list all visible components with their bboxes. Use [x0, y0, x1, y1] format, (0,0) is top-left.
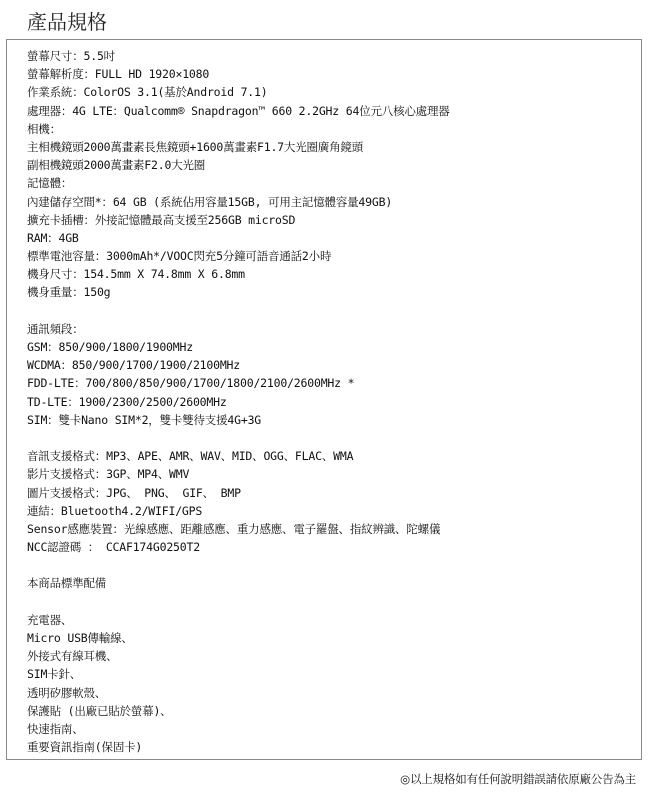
spec-list: [6, 39, 642, 760]
spec-gsm: GSM：850/900/1800/1900MHz: [27, 340, 193, 354]
accessory-charger: 充電器、: [27, 612, 73, 627]
spec-accessories-heading: 本商品標準配備: [27, 576, 107, 591]
spec-ncc-code: NCC認證碼 ： CCAF174G0250T2: [27, 540, 200, 555]
spec-bands-heading: 通訊頻段：: [27, 321, 84, 336]
spec-sensors: Sensor感應裝置：光線感應、距離感應、重力感應、電子羅盤、指紋辨識、陀螺儀: [27, 521, 441, 536]
spec-connectivity: 連結：Bluetooth4.2/WIFI/GPS: [27, 503, 203, 518]
spec-blank-line: [27, 429, 641, 447]
accessory-quick-guide: 快速指南、: [27, 721, 84, 736]
spec-expansion-slot: 擴充卡插槽：外接記憶體最高支援至256GB microSD: [27, 212, 296, 227]
spec-camera-heading: 相機：: [27, 121, 61, 136]
spec-weight: 機身重量：150g: [27, 285, 111, 300]
accessory-screen-protector: 保護貼 (出廠已貼於螢幕)、: [27, 703, 172, 718]
accessory-sim-pin: SIM卡針、: [27, 667, 82, 682]
disclaimer-note: ◎以上規格如有任何說明錯誤請依原廠公告為主: [400, 772, 636, 786]
page-title: 產品規格: [27, 10, 107, 34]
accessory-case: 透明矽膠軟殼、: [27, 685, 107, 700]
spec-dimensions: 機身尺寸：154.5mm X 74.8mm X 6.8mm: [27, 267, 245, 282]
accessory-warranty-card: 重要資訊指南(保固卡): [27, 740, 143, 755]
spec-battery: 標準電池容量：3000mAh*/VOOC閃充5分鐘可語音通話2小時: [27, 249, 332, 264]
spec-fdd-lte: FDD-LTE：700/800/850/900/1700/1800/2100/2600MHz *: [27, 376, 355, 391]
spec-td-lte: TD-LTE：1900/2300/2500/2600MHz: [27, 394, 227, 409]
spec-audio-formats: 音訊支援格式：MP3、APE、AMR、WAV、MID、OGG、FLAC、WMA: [27, 449, 354, 464]
spec-sim: SIM：雙卡Nano SIM*2，雙卡雙待支援4G+3G: [27, 412, 262, 427]
spec-blank-line: [27, 302, 641, 320]
spec-resolution: 螢幕解析度：FULL HD 1920×1080: [27, 67, 210, 82]
spec-blank-line: [27, 556, 641, 574]
spec-main-camera: 主相機鏡頭2000萬畫素長焦鏡頭+1600萬畫素F1.7大光圈廣角鏡頭: [27, 139, 364, 154]
spec-processor: 處理器：4G LTE：Qualcomm® Snapdragon™ 660 2.2GHz 64位元八核心處理器: [27, 103, 450, 118]
spec-blank-line: [27, 593, 641, 611]
spec-ram: RAM：4GB: [27, 230, 79, 245]
spec-os: 作業系統：ColorOS 3.1(基於Android 7.1): [27, 85, 268, 100]
spec-front-camera: 副相機鏡頭2000萬畫素F2.0大光圈: [27, 158, 206, 173]
spec-image-formats: 圖片支援格式：JPG、 PNG、 GIF、 BMP: [27, 485, 241, 500]
spec-wcdma: WCDMA：850/900/1700/1900/2100MHz: [27, 358, 241, 373]
spec-screen-size: 螢幕尺寸：5.5吋: [27, 49, 115, 63]
spec-video-formats: 影片支援格式：3GP、MP4、WMV: [27, 467, 190, 482]
accessory-usb-cable: Micro USB傳輸線、: [27, 631, 133, 645]
accessory-earphones: 外接式有線耳機、: [27, 649, 118, 664]
spec-memory-heading: 記憶體：: [27, 176, 73, 191]
spec-internal-storage: 內建儲存空間*：64 GB (系統佔用容量15GB, 可用主記憶體容量49GB): [27, 194, 393, 209]
